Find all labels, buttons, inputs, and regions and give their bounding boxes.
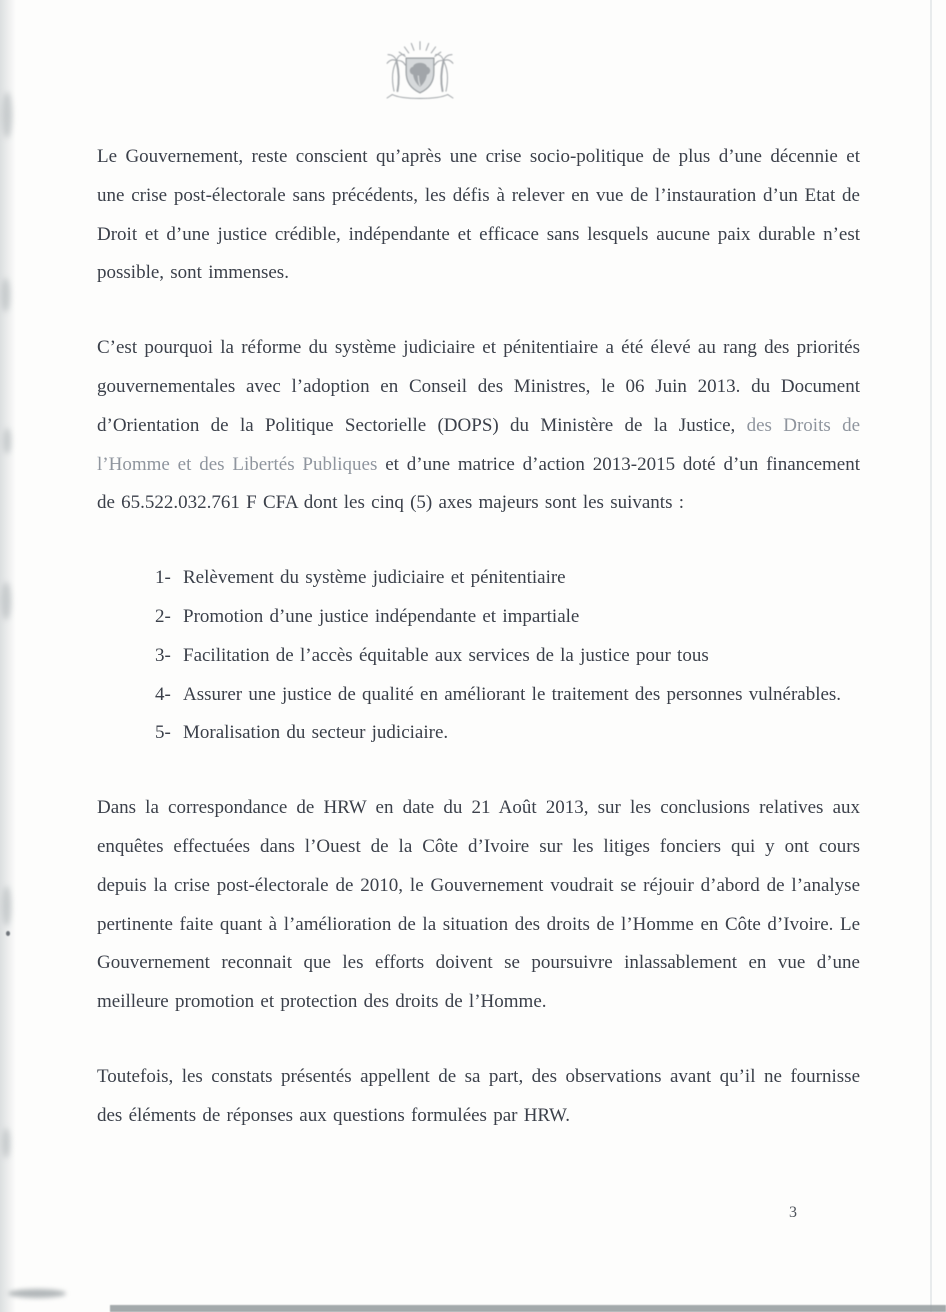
- list-item-3: [97, 637, 860, 676]
- list-marker: 1-: [155, 567, 171, 589]
- scan-left-edge-shadow: [0, 0, 16, 1312]
- scan-smudge: [1, 582, 11, 620]
- list-item-text: Facilitation de l’accès équitable aux services de la justice pour tous: [183, 644, 709, 666]
- list-marker: 5-: [155, 722, 171, 744]
- list-marker: 4-: [155, 683, 171, 705]
- paragraph-2-faded-text: des Droits de l’Homme et des Libertés Publiques: [97, 414, 861, 475]
- list-item-5: [97, 714, 860, 753]
- paragraph-1: Le Gouvernement, reste conscient qu’après une crise socio-politique de plus d’une décennie et une crise post-électorale sans précédents, les défis à relever en vue de l’instauration d’un Etat de Droit et d’une justice crédible, indépendante et efficace sans lesquels aucune paix durable n’est possible, sont immenses.: [97, 146, 860, 284]
- list-item-2: [97, 598, 860, 637]
- scan-margin-dot: [6, 931, 10, 936]
- scan-smudge: [2, 92, 12, 138]
- paragraph-3: Dans la correspondance de HRW en date du 21 Août 2013, sur les conclusions relatives aux enquêtes effectuées dans l’Ouest de la Côte d’Ivoire sur les litiges fonciers qui y ont cours depuis la crise post-électorale de 2010, le Gouvernement voudrait se réjouir d’abord de l’analyse pertinente faite quant à l’amélioration de la situation des droits de l’Homme en Côte d’Ivoire. Le Gouvernement reconnait que les efforts doivent se poursuivre inlassablement en vue d’une meilleure promotion et protection des droits de l’Homme.: [97, 797, 860, 1013]
- list-marker: 3-: [155, 644, 171, 666]
- list-item-1: [97, 559, 860, 598]
- cote-divoire-coat-of-arms-icon: [368, 36, 472, 108]
- paragraph-4: Toutefois, les constats présentés appellent de sa part, des observations avant qu’il ne fournisse des éléments de réponses aux questions formulées par HRW.: [97, 1065, 860, 1126]
- scan-smudge: [2, 1128, 10, 1158]
- list-item-text: Promotion d’une justice indépendante et impartiale: [183, 605, 580, 627]
- paragraph-2: [97, 329, 860, 523]
- list-item-text: Assurer une justice de qualité en améliorant le traitement des personnes vulnérables.: [183, 683, 842, 705]
- scan-smudge: [2, 886, 11, 926]
- list-item-text: Moralisation du secteur judiciaire.: [183, 722, 449, 744]
- list-marker: 2-: [155, 605, 171, 627]
- axes-numbered-list: [97, 559, 860, 753]
- document-body: [97, 138, 860, 1172]
- paragraph-2-text: et d’une matrice d’action 2013-2015 doté d’un financement de 65.522.032.761 F CFA dont les cinq (5) axes majeurs sont les suivants :: [97, 453, 860, 514]
- scan-bottom-edge-bar: [110, 1305, 946, 1312]
- scan-smudge: [1, 278, 10, 312]
- scan-smudge: [8, 1289, 66, 1298]
- scan-right-edge-line: [930, 0, 932, 1312]
- paragraph-2-text: C’est pourquoi la réforme du système judiciaire et pénitentiaire a été élevé au rang des priorités gouvernementales avec l’adoption en Conseil des Ministres, le 06 Juin 2013. du Document d’Orientation de la Politique Sectorielle (DOPS) du Ministère de la Justice,: [97, 337, 860, 436]
- list-item-text: Relèvement du système judiciaire et pénitentiaire: [183, 567, 566, 589]
- scan-smudge: [3, 428, 11, 454]
- list-item-4: [97, 676, 860, 715]
- page-number: 3: [789, 1204, 797, 1221]
